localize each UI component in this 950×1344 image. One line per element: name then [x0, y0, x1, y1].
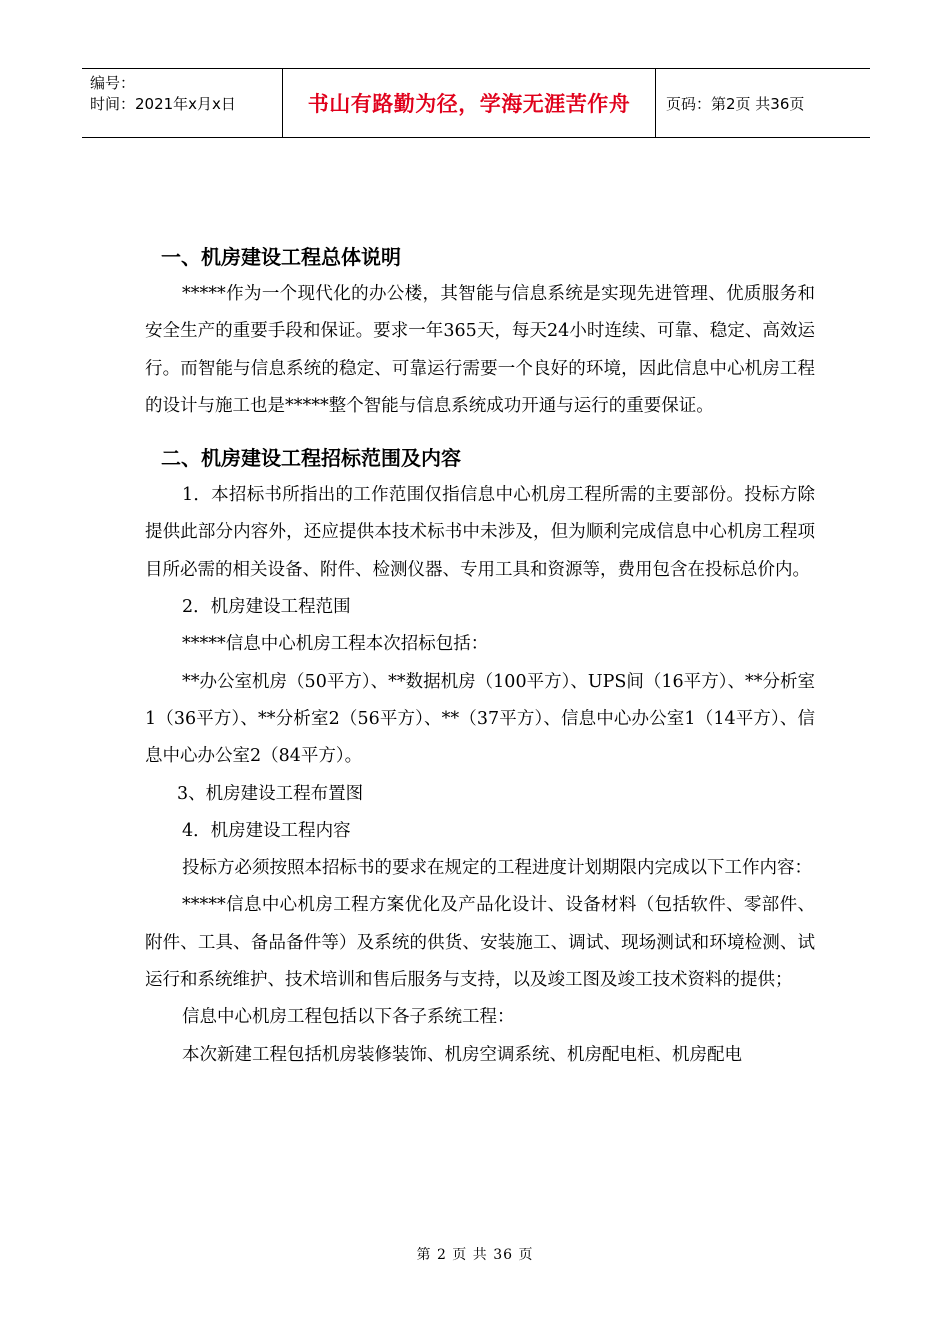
header-motto: 书山有路勤为径，学海无涯苦作舟 [307, 92, 631, 116]
paragraph: 1．本招标书所指出的工作范围仅指信息中心机房工程所需的主要部份。投标方除提供此部分内容外，还应提供本技术标书中未涉及，但为顺利完成信息中心机房工程项目所必需的相关设备、附件、检测仪器、专用工具和资源等，费用包含在投标总价内。 [145, 485, 815, 580]
section-heading-1: 一、机房建设工程总体说明 [161, 245, 401, 269]
document-number-label: 编号： [90, 74, 136, 92]
paragraph: *****信息中心机房工程方案优化及产品化设计、设备材料（包括软件、零部件、附件、工具、备品备件等）及系统的供货、安装施工、调试、现场测试和环境检测、试运行和系统维护、技术培训和售后服务与支持，以及竣工图及竣工技术资料的提供； [145, 895, 815, 991]
paragraph: *****信息中心机房工程本次招标包括： [182, 634, 489, 655]
paragraph: 4．机房建设工程内容 [182, 820, 351, 841]
document-time-label: 时间：2021年x月x日 [90, 95, 236, 113]
paragraph: 2．机房建设工程范围 [182, 597, 351, 618]
section-heading-2: 二、机房建设工程招标范围及内容 [161, 446, 461, 471]
paragraph: *****作为一个现代化的办公楼，其智能与信息系统是实现先进管理、优质服务和安全生产的重要手段和保证。要求一年365天，每天24小时连续、可靠、稳定、高效运行。而智能与信息系统的稳定、可靠运行需要一个良好的环境，因此信息中心机房工程的设计与施工也是*****整个智能与信息系统成功开通与运行的重要保证。 [145, 284, 815, 416]
document-body [145, 238, 815, 1074]
page-header [82, 68, 870, 138]
paragraph: 3、机房建设工程布置图 [177, 783, 364, 804]
page-footer: 第 2 页 共 36 页 [416, 1247, 534, 1263]
header-page-info: 页码：第2页 共36页 [666, 94, 805, 113]
header-left-cell [82, 69, 283, 137]
paragraph: **办公室机房（50平方）、**数据机房（100平方）、UPS间（16平方）、**分析室1（36平方）、**分析室2（56平方）、**（37平方）、信息中心办公室1（14平方）、信息中心办公室2（84平方）。 [145, 671, 815, 767]
header-center-cell [283, 69, 656, 137]
paragraph: 信息中心机房工程包括以下各子系统工程： [182, 1007, 515, 1028]
paragraph: 本次新建工程包括机房装修装饰、机房空调系统、机房配电柜、机房配电 [182, 1044, 742, 1065]
paragraph: 投标方必须按照本招标书的要求在规定的工程进度计划期限内完成以下工作内容： [182, 858, 812, 879]
header-right-cell [656, 69, 870, 137]
